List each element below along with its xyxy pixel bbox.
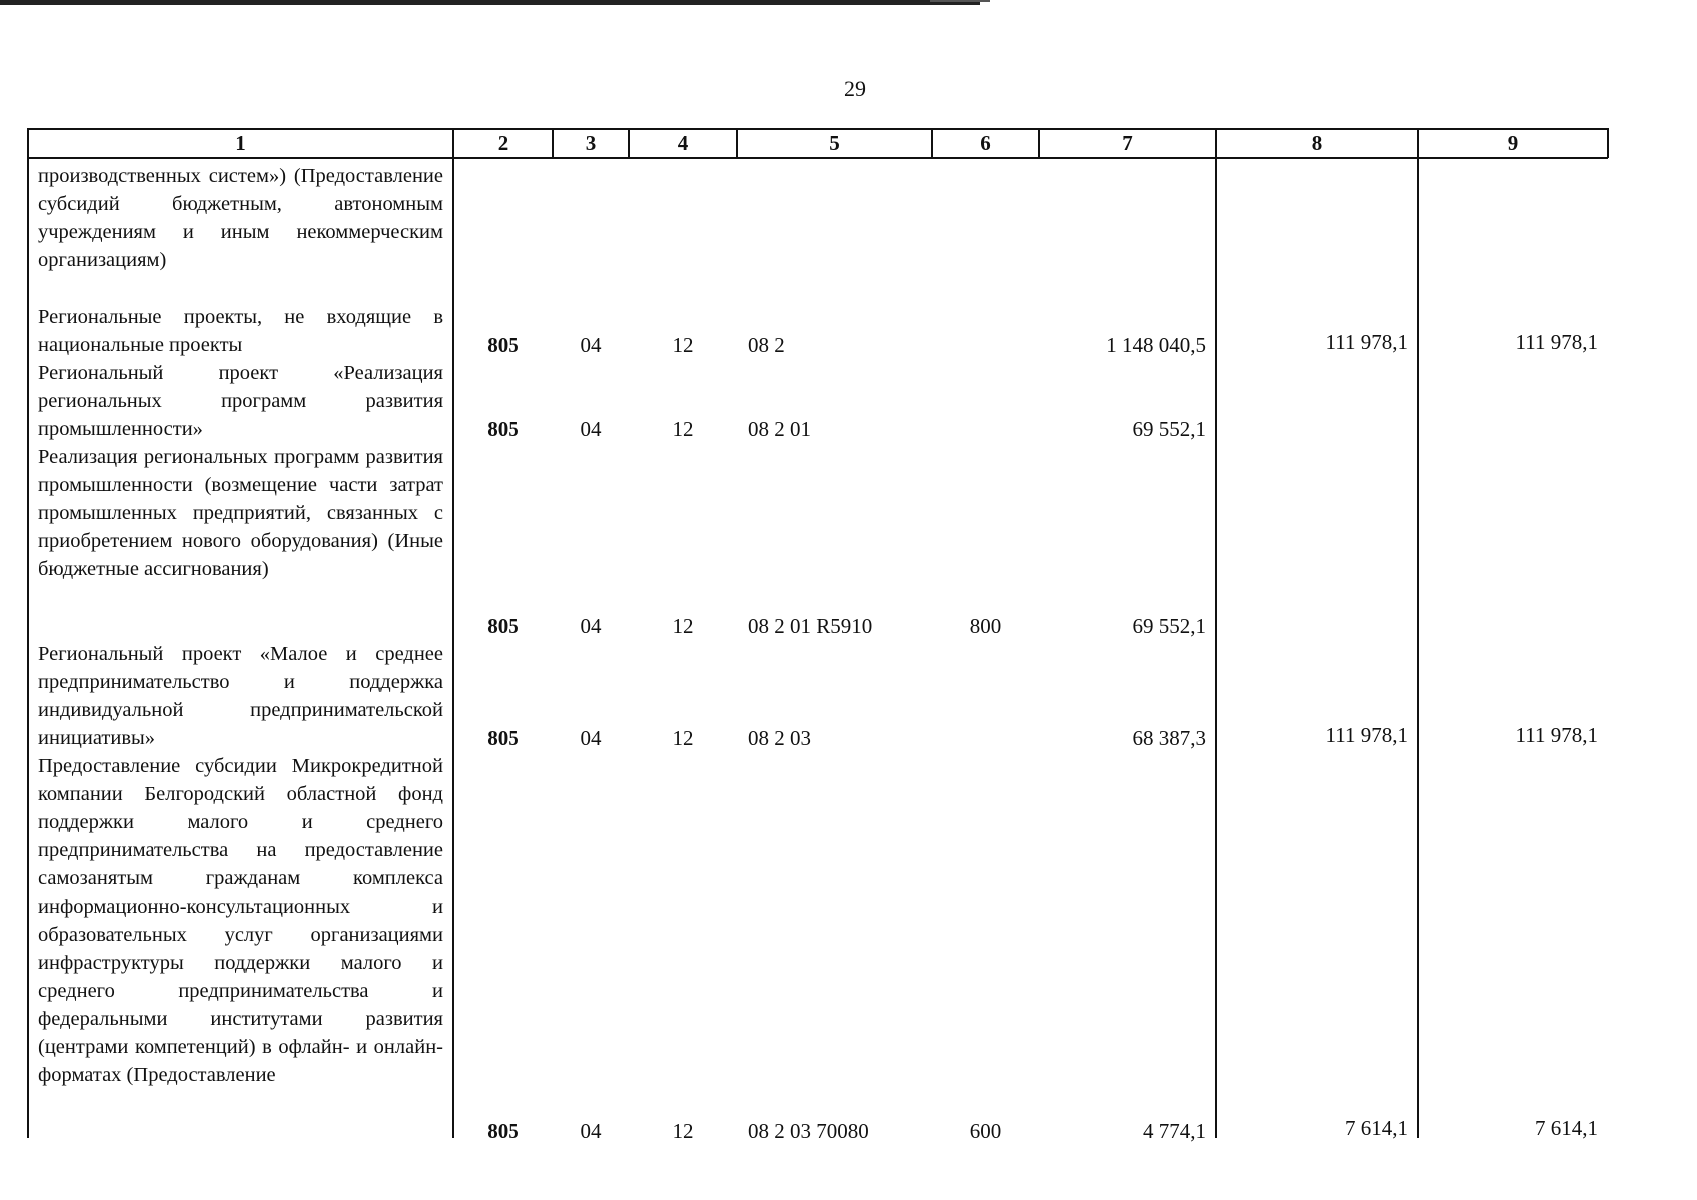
cell-section: 04 xyxy=(580,1119,602,1143)
cell-subsection: 12 xyxy=(672,333,694,357)
cell-target-article: 08 2 01 xyxy=(748,417,811,441)
page-number: 29 xyxy=(844,76,866,101)
cell-target-article: 08 2 03 70080 xyxy=(748,1119,869,1143)
cell-subsection: 12 xyxy=(672,1119,694,1143)
cell-amount-7: 68 387,3 xyxy=(1132,726,1206,750)
cell-section: 04 xyxy=(580,614,602,638)
cell-amount-9: 111 978,1 xyxy=(1515,330,1598,354)
column-header: 7 xyxy=(1122,131,1133,155)
cell-target-article: 08 2 01 R5910 xyxy=(748,614,873,638)
column-divider xyxy=(552,128,554,158)
row-description: Региональный проект «Малое и среднее предпринимательство и поддержка индивидуальной предпринимательской инициативы» xyxy=(38,642,443,749)
cell-amount-8: 111 978,1 xyxy=(1325,723,1408,747)
cell-amount-8: 7 614,1 xyxy=(1345,1116,1408,1140)
column-header: 3 xyxy=(585,131,597,155)
cell-subsection: 12 xyxy=(672,417,694,441)
scan-edge-line xyxy=(930,0,990,2)
cell-code: 805 xyxy=(487,614,519,638)
column-header: 4 xyxy=(677,131,689,155)
header-bottom-border xyxy=(28,157,1608,159)
row-description: Реализация региональных программ развития промышленности (возмещение части затрат промышленных предприятий, связанных с приобретением нового оборудования) (Иные бюджетные ассигнования) xyxy=(38,445,443,581)
column-header: 1 xyxy=(235,131,246,155)
cell-amount-7: 69 552,1 xyxy=(1132,614,1206,638)
cell-code: 805 xyxy=(487,1119,519,1143)
cell-amount-7: 69 552,1 xyxy=(1132,417,1206,441)
column-9 xyxy=(1418,128,1608,1138)
column-header: 9 xyxy=(1507,131,1519,155)
cell-section: 04 xyxy=(580,726,602,750)
row-description: Региональные проекты, не входящие в национальные проекты xyxy=(38,305,443,356)
column-divider xyxy=(1215,128,1217,1138)
column-1-text xyxy=(38,162,443,1089)
row-description: Региональный проект «Реализация региональных программ развития промышленности» xyxy=(38,361,443,440)
cell-amount-9: 111 978,1 xyxy=(1515,723,1598,747)
cell-target-article: 08 2 xyxy=(748,333,785,357)
column-8 xyxy=(1216,128,1418,1138)
scan-edge-line xyxy=(0,0,980,5)
column-header: 5 xyxy=(829,131,840,155)
cell-code: 805 xyxy=(487,417,519,441)
column-header: 2 xyxy=(497,131,509,155)
cell-code: 805 xyxy=(487,333,519,357)
cell-amount-9: 7 614,1 xyxy=(1535,1116,1598,1140)
cell-target-article: 08 2 03 xyxy=(748,726,811,750)
cell-amount-7: 4 774,1 xyxy=(1143,1119,1206,1143)
column-divider xyxy=(931,128,933,158)
column-divider xyxy=(27,128,29,1138)
row-description: производственных систем») (Предоставление субсидий бюджетным, автономным учреждениям и иным некоммерческим организациям) xyxy=(38,165,443,272)
cell-code: 805 xyxy=(487,726,519,750)
cell-expense-type: 800 xyxy=(969,614,1002,638)
cell-amount-7: 1 148 040,5 xyxy=(1106,333,1206,357)
column-divider xyxy=(736,128,738,158)
cell-section: 04 xyxy=(580,417,602,441)
cell-subsection: 12 xyxy=(672,614,694,638)
column-divider xyxy=(628,128,630,158)
cell-subsection: 12 xyxy=(672,726,694,750)
table-top-border xyxy=(28,128,1608,130)
row-description: Предоставление субсидии Микрокредитной компании Белгородский областной фонд поддержки малого и среднего предпринимательства на предоставление самозанятым гражданам комплекса информационно-консультационных и образовательных услуг организациями инфраструктуры поддержки малого и среднего предпринимательства и федеральными институтами развития (центрами компетенций) в офлайн- и онлайн-форматах (Предоставление xyxy=(38,755,443,1087)
column-divider xyxy=(1038,128,1040,158)
cell-amount-8: 111 978,1 xyxy=(1325,330,1408,354)
cell-section: 04 xyxy=(580,333,602,357)
cell-expense-type: 600 xyxy=(969,1119,1002,1143)
column-header: 8 xyxy=(1311,131,1323,155)
column-divider xyxy=(1607,128,1609,158)
column-divider xyxy=(1417,128,1419,1138)
column-header: 6 xyxy=(980,131,991,155)
